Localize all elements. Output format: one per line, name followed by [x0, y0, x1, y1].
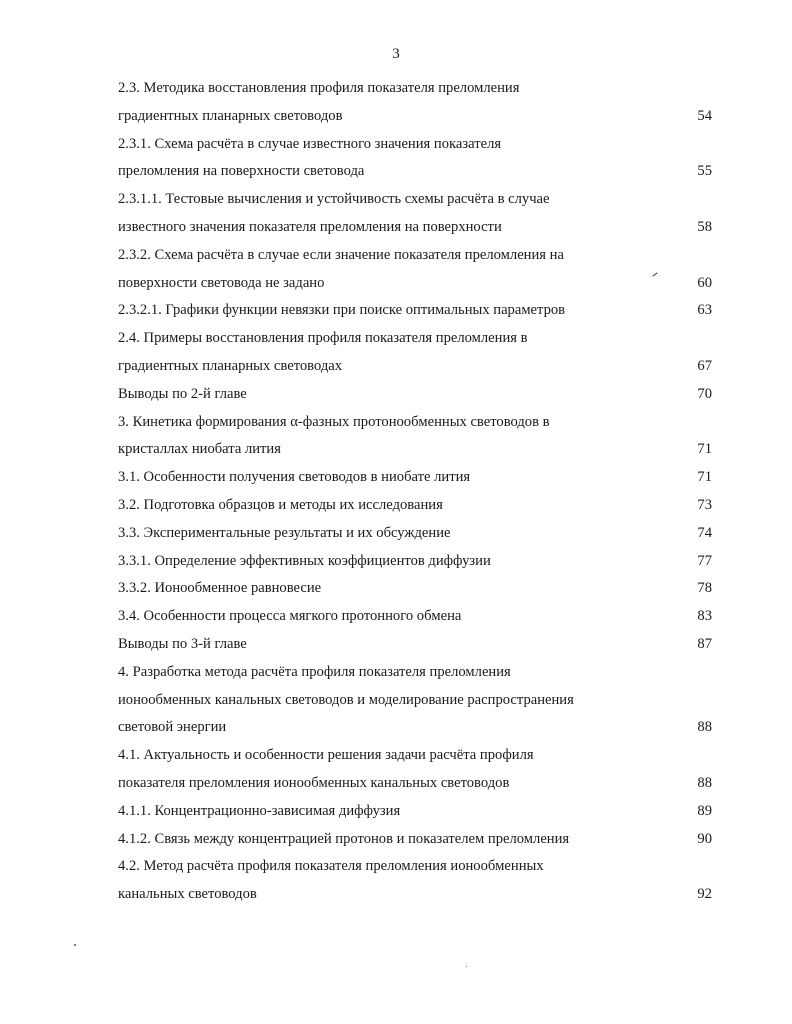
toc-entry-title: поверхности световода не задано	[118, 274, 325, 291]
toc-entry-title: 3.2. Подготовка образцов и методы их исследования	[118, 496, 443, 513]
toc-entry	[118, 548, 718, 576]
toc-entry-page: 63	[697, 302, 712, 319]
toc-entry-title: градиентных планарных световодов	[118, 107, 343, 124]
toc-entry	[118, 770, 718, 798]
toc-entry-title: 3.1. Особенности получения световодов в ниобате лития	[118, 469, 471, 486]
toc-entry-title: 2.3.2. Схема расчёта в случае если значение показателя преломления на	[118, 246, 564, 263]
toc-entry-title: 2.3.2.1. Графики функции невязки при поиске оптимальных параметров	[118, 302, 566, 319]
toc-entry-title: 4.1.1. Концентрационно-зависимая диффузия	[118, 802, 401, 819]
toc-entry-title: 2.3.1. Схема расчёта в случае известного значения показателя	[118, 135, 502, 152]
toc-entry	[118, 520, 718, 548]
toc-entry-page: 67	[697, 357, 712, 374]
toc-entry	[118, 131, 718, 159]
toc-entry	[118, 853, 718, 881]
scan-speck	[466, 966, 467, 967]
toc-entry-title: 2.3.1.1. Тестовые вычисления и устойчивость схемы расчёта в случае	[118, 191, 550, 208]
toc-entry-page: 83	[697, 608, 712, 625]
toc-entry	[118, 436, 718, 464]
toc-entry-title: 3.3.1. Определение эффективных коэффициентов диффузии	[118, 552, 491, 569]
toc-entry-title: 4.2. Метод расчёта профиля показателя преломления ионообменных	[118, 858, 544, 875]
toc-entry-title: ионообменных канальных световодов и моделирование распространения	[118, 691, 574, 708]
toc-entry-title: 4.1.2. Связь между концентрацией протонов и показателем преломления	[118, 830, 570, 847]
toc-entry	[118, 381, 718, 409]
toc-entry	[118, 242, 718, 270]
toc-entry-title: 4. Разработка метода расчёта профиля показателя преломления	[118, 663, 511, 680]
toc-entry-title: канальных световодов	[118, 886, 257, 903]
toc-entry	[118, 270, 718, 298]
toc-entry	[118, 186, 718, 214]
toc-entry-page: 77	[697, 552, 712, 569]
toc-entry	[118, 297, 718, 325]
toc-entry-title: 2.3. Методика восстановления профиля показателя преломления	[118, 80, 520, 96]
toc-entry-page: 70	[697, 385, 712, 402]
toc-entry	[118, 631, 718, 659]
toc-entry-title: кристаллах ниобата лития	[118, 441, 281, 458]
toc-entry-title: световой энергии	[118, 719, 227, 736]
toc-entry	[118, 742, 718, 770]
toc-entry-page: 73	[697, 496, 712, 513]
toc-entry-page: 71	[697, 469, 712, 486]
toc-entry-page: 78	[697, 580, 712, 597]
toc-entry-page: 89	[697, 802, 712, 819]
toc-entry	[118, 353, 718, 381]
toc-entry	[118, 492, 718, 520]
toc-entry-title: градиентных планарных световодах	[118, 357, 343, 374]
toc-entry	[118, 826, 718, 854]
toc-entry-page: 74	[697, 524, 712, 541]
toc-entry-title: 3.3. Экспериментальные результаты и их обсуждение	[118, 524, 451, 541]
toc-entry-page: 55	[697, 163, 712, 180]
toc-entry-page: 71	[697, 441, 712, 458]
toc-entry	[118, 575, 718, 603]
toc-entry-page: 58	[697, 218, 712, 235]
toc-entry	[118, 325, 718, 353]
toc-entry	[118, 714, 718, 742]
page-number: 3	[392, 46, 400, 62]
toc-entry-page: 54	[697, 107, 712, 124]
toc-entry-title: показателя преломления ионообменных канальных световодов	[118, 774, 510, 791]
toc-entry	[118, 798, 718, 826]
toc-entry-page: 88	[697, 774, 712, 791]
toc-entry	[118, 158, 718, 186]
toc-entry-title: известного значения показателя преломления на поверхности	[118, 218, 502, 235]
toc-entry-page: 92	[697, 886, 712, 903]
toc-entry-page: 90	[697, 830, 712, 847]
toc-entry	[118, 103, 718, 131]
toc-entry-page: 60	[697, 274, 712, 291]
toc-entry-title: преломления на поверхности световода	[118, 163, 365, 180]
toc-entry-title: 3.3.2. Ионообменное равновесие	[118, 580, 322, 597]
toc-entry	[118, 603, 718, 631]
toc-entry-title: 3.4. Особенности процесса мягкого протонного обмена	[118, 608, 462, 625]
toc-entry-title: 2.4. Примеры восстановления профиля показателя преломления в	[118, 330, 528, 347]
toc-entry	[118, 409, 718, 437]
scan-speck	[74, 944, 76, 946]
table-of-contents	[118, 75, 718, 909]
toc-entry-title: Выводы по 3-й главе	[118, 635, 247, 652]
toc-entry-page: 87	[697, 635, 712, 652]
toc-entry-page: 88	[697, 719, 712, 736]
toc-entry	[118, 687, 718, 715]
toc-entry-title: 4.1. Актуальность и особенности решения задачи расчёта профиля	[118, 747, 534, 764]
toc-entry	[118, 464, 718, 492]
toc-entry	[118, 881, 718, 909]
toc-entry-title: Выводы по 2-й главе	[118, 385, 247, 402]
toc-entry	[118, 659, 718, 687]
toc-entry	[118, 75, 718, 103]
toc-entry-title: 3. Кинетика формирования α-фазных протонообменных световодов в	[118, 413, 550, 430]
toc-entry	[118, 214, 718, 242]
